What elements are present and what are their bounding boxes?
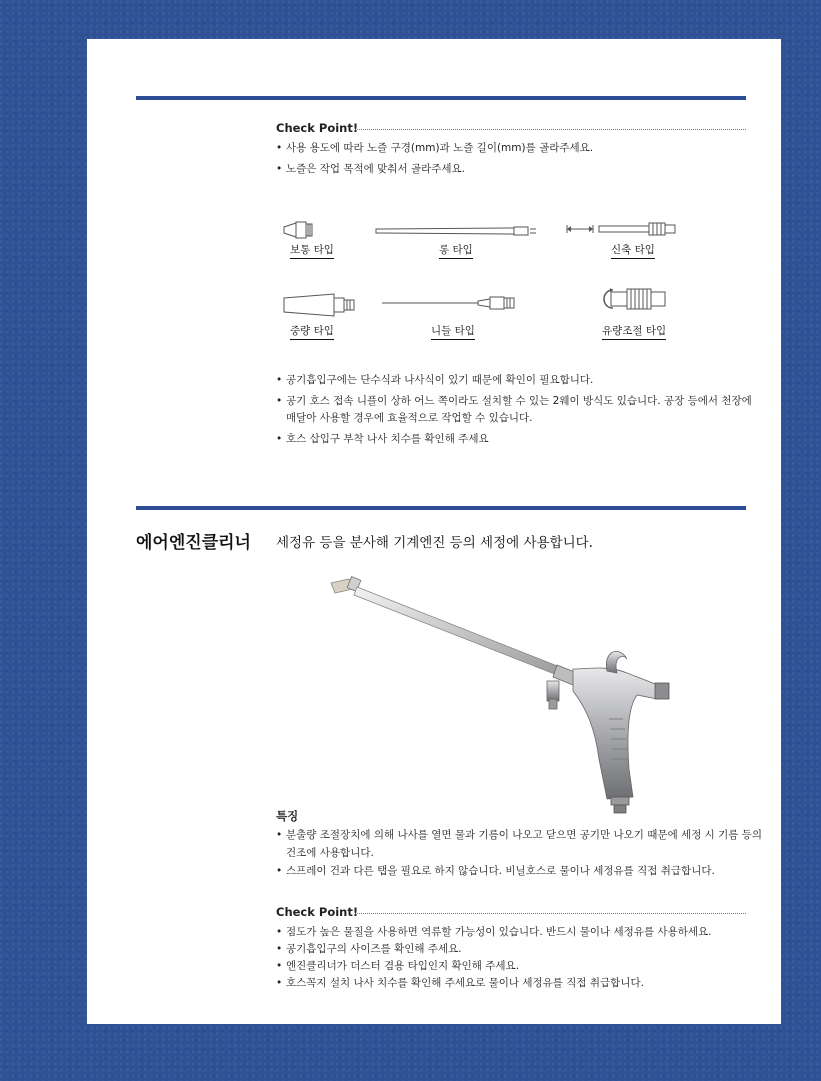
check-point-dotted-line	[355, 129, 746, 130]
check-point-dotted-line-2	[355, 913, 746, 914]
nozzle-normal-drawing	[282, 219, 332, 241]
catalog-page	[87, 39, 781, 1024]
check2-bullet-1: • 점도가 높은 물질을 사용하면 역류할 가능성이 있습니다. 반드시 물이나 세정유를 사용하세요.	[276, 926, 712, 938]
check-bullet-1: • 사용 용도에 따라 노즐 구경(mm)과 노즐 길이(mm)를 골라주세요.	[276, 142, 594, 154]
nozzle-long-drawing	[374, 226, 539, 236]
product-description: 세정유 등을 분사해 기계엔진 등의 세정에 사용합니다.	[276, 535, 593, 551]
nozzle-flow-control-drawing	[599, 284, 669, 314]
nozzle-telescopic-drawing	[565, 219, 690, 239]
check-point-title-2: Check Point!	[276, 905, 359, 919]
note-bullet-2: • 공기 호스 접속 니플이 상하 어느 쪽이라도 설치할 수 있는 2웨이 방식도 있습니다. 공장 등에서 천장에	[276, 395, 752, 407]
nozzle-needle-drawing	[380, 295, 530, 311]
note-bullet-3: • 호스 삽입구 부착 나사 치수를 확인해 주세요	[276, 433, 489, 445]
section-divider-top	[136, 96, 746, 100]
check2-bullet-2: • 공기흡입구의 사이즈를 확인해 주세요.	[276, 943, 462, 955]
features-title: 특징	[276, 809, 299, 823]
caption-heavy-type: 중량 타입	[290, 323, 334, 340]
check2-bullet-4: • 호스꼭지 설치 나사 치수를 확인해 주세요로 물이나 세정유를 직접 취급합니다.	[276, 977, 644, 989]
product-title: 에어엔진클리너	[136, 533, 251, 553]
check2-bullet-3: • 엔진클리너가 더스터 겸용 타입인지 확인해 주세요.	[276, 960, 520, 972]
feature-bullet-2: • 스프레이 건과 다른 탭을 필요로 하지 않습니다. 비닐호스로 물이나 세정유를 직접 취급합니다.	[276, 865, 715, 877]
feature-bullet-1-cont: 건조에 사용합니다.	[286, 847, 374, 859]
caption-telescopic-type: 신축 타입	[611, 242, 655, 259]
caption-flow-control-type: 유량조절 타입	[602, 323, 666, 340]
engine-cleaner-gun-image	[327, 569, 687, 814]
check-point-title: Check Point!	[276, 121, 359, 135]
caption-normal-type: 보통 타입	[290, 242, 334, 259]
caption-long-type: 롱 타입	[439, 242, 473, 259]
nozzle-heavy-drawing	[282, 292, 362, 318]
note-bullet-1: • 공기흡입구에는 단수식과 나사식이 있기 때문에 확인이 필요합니다.	[276, 374, 594, 386]
note-bullet-2-cont: 매달아 사용할 경우에 효율적으로 작업할 수 있습니다.	[286, 412, 533, 424]
feature-bullet-1: • 분출량 조절장치에 의해 나사를 열면 물과 기름이 나오고 닫으면 공기만 나오기 때문에 세정 시 기름 등의	[276, 829, 763, 841]
check-bullet-2: • 노즐은 작업 목적에 맞춰서 골라주세요.	[276, 163, 465, 175]
section-divider-bottom	[136, 506, 746, 510]
caption-needle-type: 니들 타입	[431, 323, 475, 340]
